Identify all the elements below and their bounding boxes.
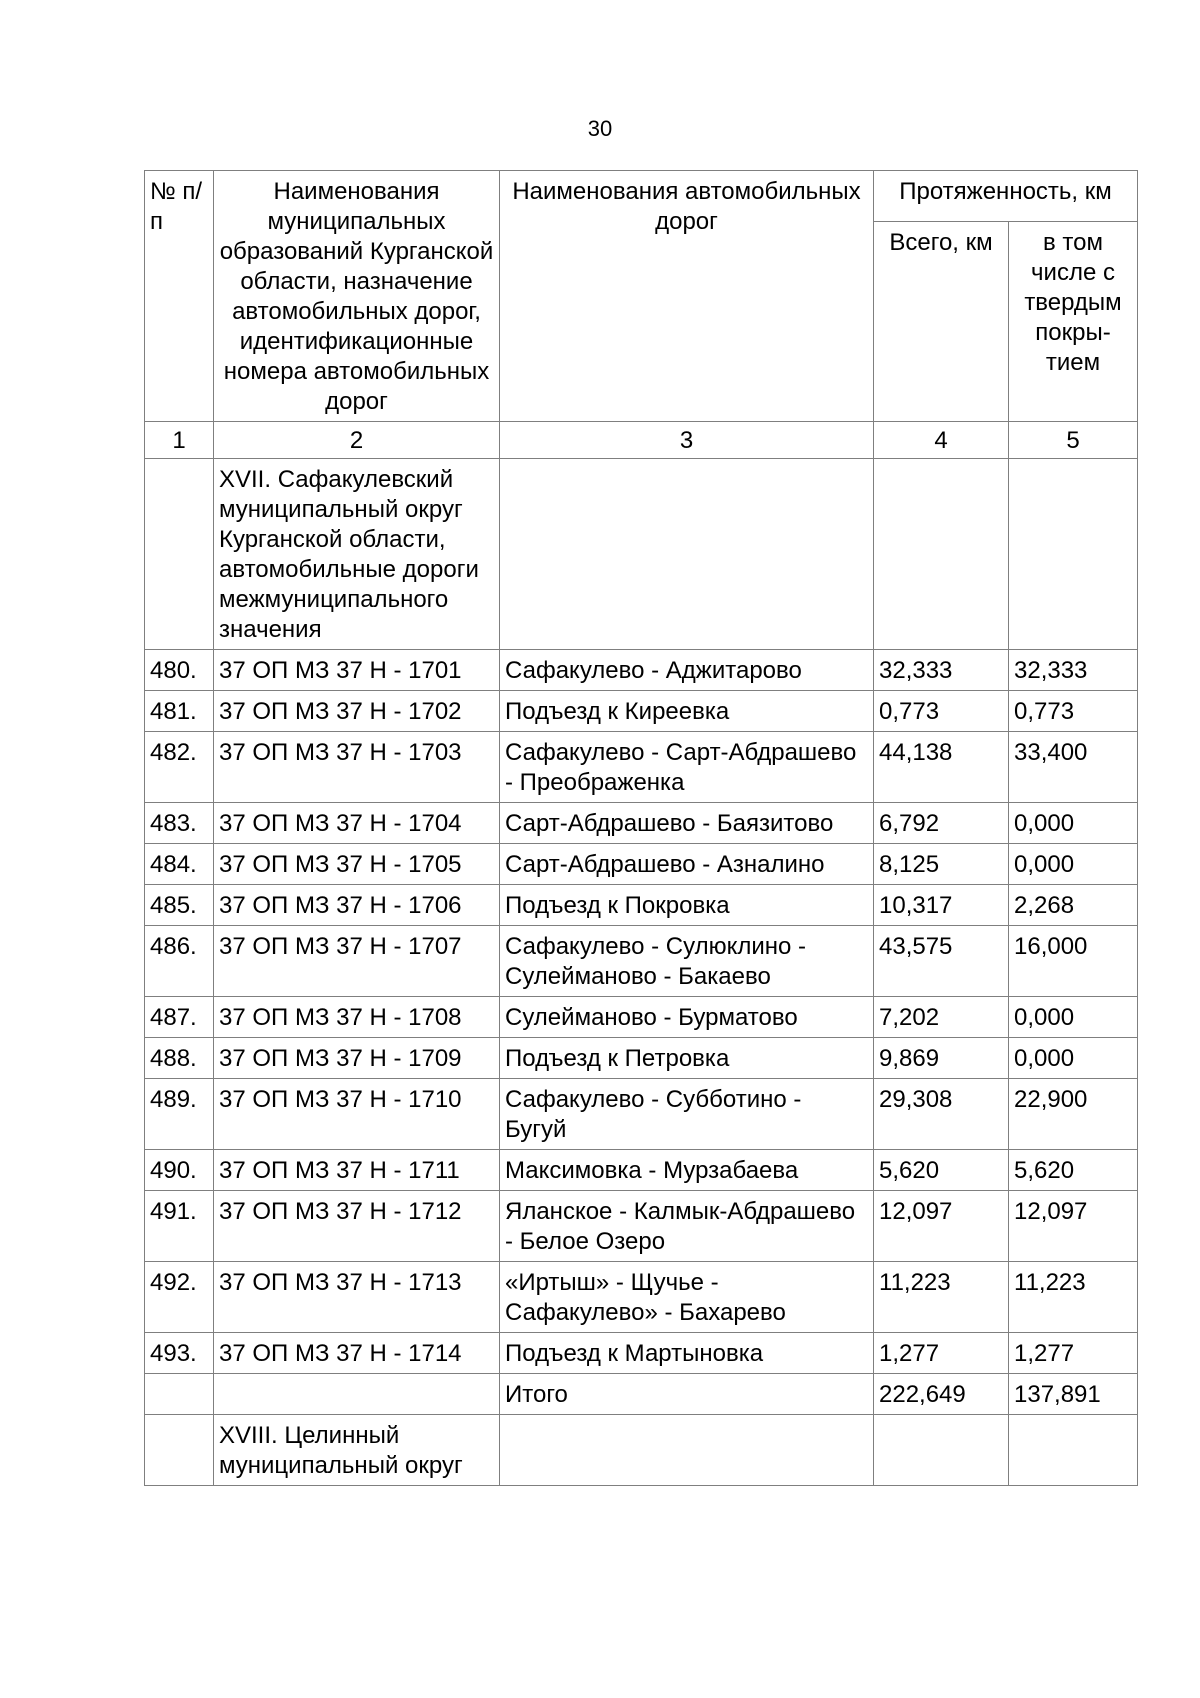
column-number: 4 — [874, 422, 1009, 459]
road-name: Подъезд к Покровка — [500, 885, 874, 926]
empty-cell — [214, 1374, 500, 1415]
road-name: Подъезд к Киреевка — [500, 691, 874, 732]
header-total-km: Всего, км — [874, 221, 1009, 421]
header-row — [145, 171, 1138, 222]
length-paved: 32,333 — [1009, 650, 1138, 691]
header-municipality: Наименования муниципальных образований Курганской области, назначение автомобильных дорог, идентификационные номера автомобильных дорог — [214, 171, 500, 422]
road-name: Сафакулево - Сулюклино - Сулейманово - Бакаево — [500, 926, 874, 997]
road-id: 37 ОП МЗ 37 Н - 1710 — [214, 1079, 500, 1150]
road-id: 37 ОП МЗ 37 Н - 1713 — [214, 1262, 500, 1333]
section-title: XVII. Сафакулевский муниципальный округ Курганской области, автомобильные дороги межмуниципального значения — [214, 459, 500, 650]
length-total: 6,792 — [874, 803, 1009, 844]
length-total: 44,138 — [874, 732, 1009, 803]
table-row — [145, 1079, 1138, 1150]
road-name: Сафакулево - Сарт-Абдрашево - Преображенка — [500, 732, 874, 803]
empty-cell — [145, 1374, 214, 1415]
length-total: 7,202 — [874, 997, 1009, 1038]
table-row — [145, 1333, 1138, 1374]
empty-cell — [500, 1415, 874, 1486]
road-id: 37 ОП МЗ 37 Н - 1707 — [214, 926, 500, 997]
length-total: 12,097 — [874, 1191, 1009, 1262]
row-number: 489. — [145, 1079, 214, 1150]
table-row — [145, 1038, 1138, 1079]
column-number: 5 — [1009, 422, 1138, 459]
road-id: 37 ОП МЗ 37 Н - 1712 — [214, 1191, 500, 1262]
table-row — [145, 997, 1138, 1038]
header-road-name: Наименования автомобильных дорог — [500, 171, 874, 422]
table-row — [145, 1191, 1138, 1262]
length-paved: 1,277 — [1009, 1333, 1138, 1374]
table-body — [145, 422, 1138, 1486]
row-number: 486. — [145, 926, 214, 997]
road-id: 37 ОП МЗ 37 Н - 1705 — [214, 844, 500, 885]
column-number: 3 — [500, 422, 874, 459]
table-row — [145, 803, 1138, 844]
row-number: 483. — [145, 803, 214, 844]
road-id: 37 ОП МЗ 37 Н - 1714 — [214, 1333, 500, 1374]
length-total: 1,277 — [874, 1333, 1009, 1374]
road-id: 37 ОП МЗ 37 Н - 1701 — [214, 650, 500, 691]
total-label: Итого — [500, 1374, 874, 1415]
length-total: 8,125 — [874, 844, 1009, 885]
length-paved: 22,900 — [1009, 1079, 1138, 1150]
section-row — [145, 459, 1138, 650]
total-row — [145, 1374, 1138, 1415]
road-id: 37 ОП МЗ 37 Н - 1704 — [214, 803, 500, 844]
row-number: 485. — [145, 885, 214, 926]
table-row — [145, 1150, 1138, 1191]
length-total: 9,869 — [874, 1038, 1009, 1079]
column-numbers-row — [145, 422, 1138, 459]
total-length: 222,649 — [874, 1374, 1009, 1415]
length-paved: 0,000 — [1009, 844, 1138, 885]
road-name: Яланское - Калмык-Абдрашево - Белое Озеро — [500, 1191, 874, 1262]
length-paved: 12,097 — [1009, 1191, 1138, 1262]
row-number: 493. — [145, 1333, 214, 1374]
road-name: Сарт-Абдрашево - Азналино — [500, 844, 874, 885]
length-paved: 2,268 — [1009, 885, 1138, 926]
road-name: Максимовка - Мурзабаева — [500, 1150, 874, 1191]
road-id: 37 ОП МЗ 37 Н - 1711 — [214, 1150, 500, 1191]
column-number: 1 — [145, 422, 214, 459]
table-row — [145, 926, 1138, 997]
road-id: 37 ОП МЗ 37 Н - 1703 — [214, 732, 500, 803]
road-name: Сулейманово - Бурматово — [500, 997, 874, 1038]
table-row — [145, 844, 1138, 885]
length-paved: 33,400 — [1009, 732, 1138, 803]
row-number: 491. — [145, 1191, 214, 1262]
road-id: 37 ОП МЗ 37 Н - 1706 — [214, 885, 500, 926]
row-number: 484. — [145, 844, 214, 885]
road-name: «Иртыш» - Щучье - Сафакулево» - Бахарево — [500, 1262, 874, 1333]
table-row — [145, 885, 1138, 926]
header-length: Протяженность, км — [874, 171, 1138, 222]
header-paved-km: в том числе с твердым покры-тием — [1009, 221, 1138, 421]
length-total: 0,773 — [874, 691, 1009, 732]
length-paved: 0,773 — [1009, 691, 1138, 732]
road-name: Сарт-Абдрашево - Баязитово — [500, 803, 874, 844]
table-row — [145, 732, 1138, 803]
empty-cell — [874, 1415, 1009, 1486]
length-total: 43,575 — [874, 926, 1009, 997]
road-id: 37 ОП МЗ 37 Н - 1709 — [214, 1038, 500, 1079]
table-row — [145, 691, 1138, 732]
header-number: № п/п — [145, 171, 214, 422]
page-number: 30 — [587, 116, 613, 141]
empty-cell — [1009, 1415, 1138, 1486]
length-total: 11,223 — [874, 1262, 1009, 1333]
section-row — [145, 1415, 1138, 1486]
row-number: 482. — [145, 732, 214, 803]
column-number: 2 — [214, 422, 500, 459]
row-number: 487. — [145, 997, 214, 1038]
road-id: 37 ОП МЗ 37 Н - 1708 — [214, 997, 500, 1038]
length-paved: 11,223 — [1009, 1262, 1138, 1333]
row-number: 488. — [145, 1038, 214, 1079]
total-paved: 137,891 — [1009, 1374, 1138, 1415]
table-row — [145, 650, 1138, 691]
roads-table — [144, 170, 1138, 1486]
length-paved: 16,000 — [1009, 926, 1138, 997]
row-number: 492. — [145, 1262, 214, 1333]
length-paved: 0,000 — [1009, 997, 1138, 1038]
row-number: 480. — [145, 650, 214, 691]
length-paved: 0,000 — [1009, 1038, 1138, 1079]
section-title: XVIII. Целинный муниципальный округ — [214, 1415, 500, 1486]
length-total: 10,317 — [874, 885, 1009, 926]
road-name: Сафакулево - Субботино - Бугуй — [500, 1079, 874, 1150]
length-total: 5,620 — [874, 1150, 1009, 1191]
length-paved: 5,620 — [1009, 1150, 1138, 1191]
length-paved: 0,000 — [1009, 803, 1138, 844]
table-row — [145, 1262, 1138, 1333]
road-name: Подъезд к Мартыновка — [500, 1333, 874, 1374]
row-number: 490. — [145, 1150, 214, 1191]
row-number: 481. — [145, 691, 214, 732]
length-total: 29,308 — [874, 1079, 1009, 1150]
road-name: Сафакулево - Аджитарово — [500, 650, 874, 691]
road-name: Подъезд к Петровка — [500, 1038, 874, 1079]
length-total: 32,333 — [874, 650, 1009, 691]
road-id: 37 ОП МЗ 37 Н - 1702 — [214, 691, 500, 732]
empty-cell — [145, 1415, 214, 1486]
